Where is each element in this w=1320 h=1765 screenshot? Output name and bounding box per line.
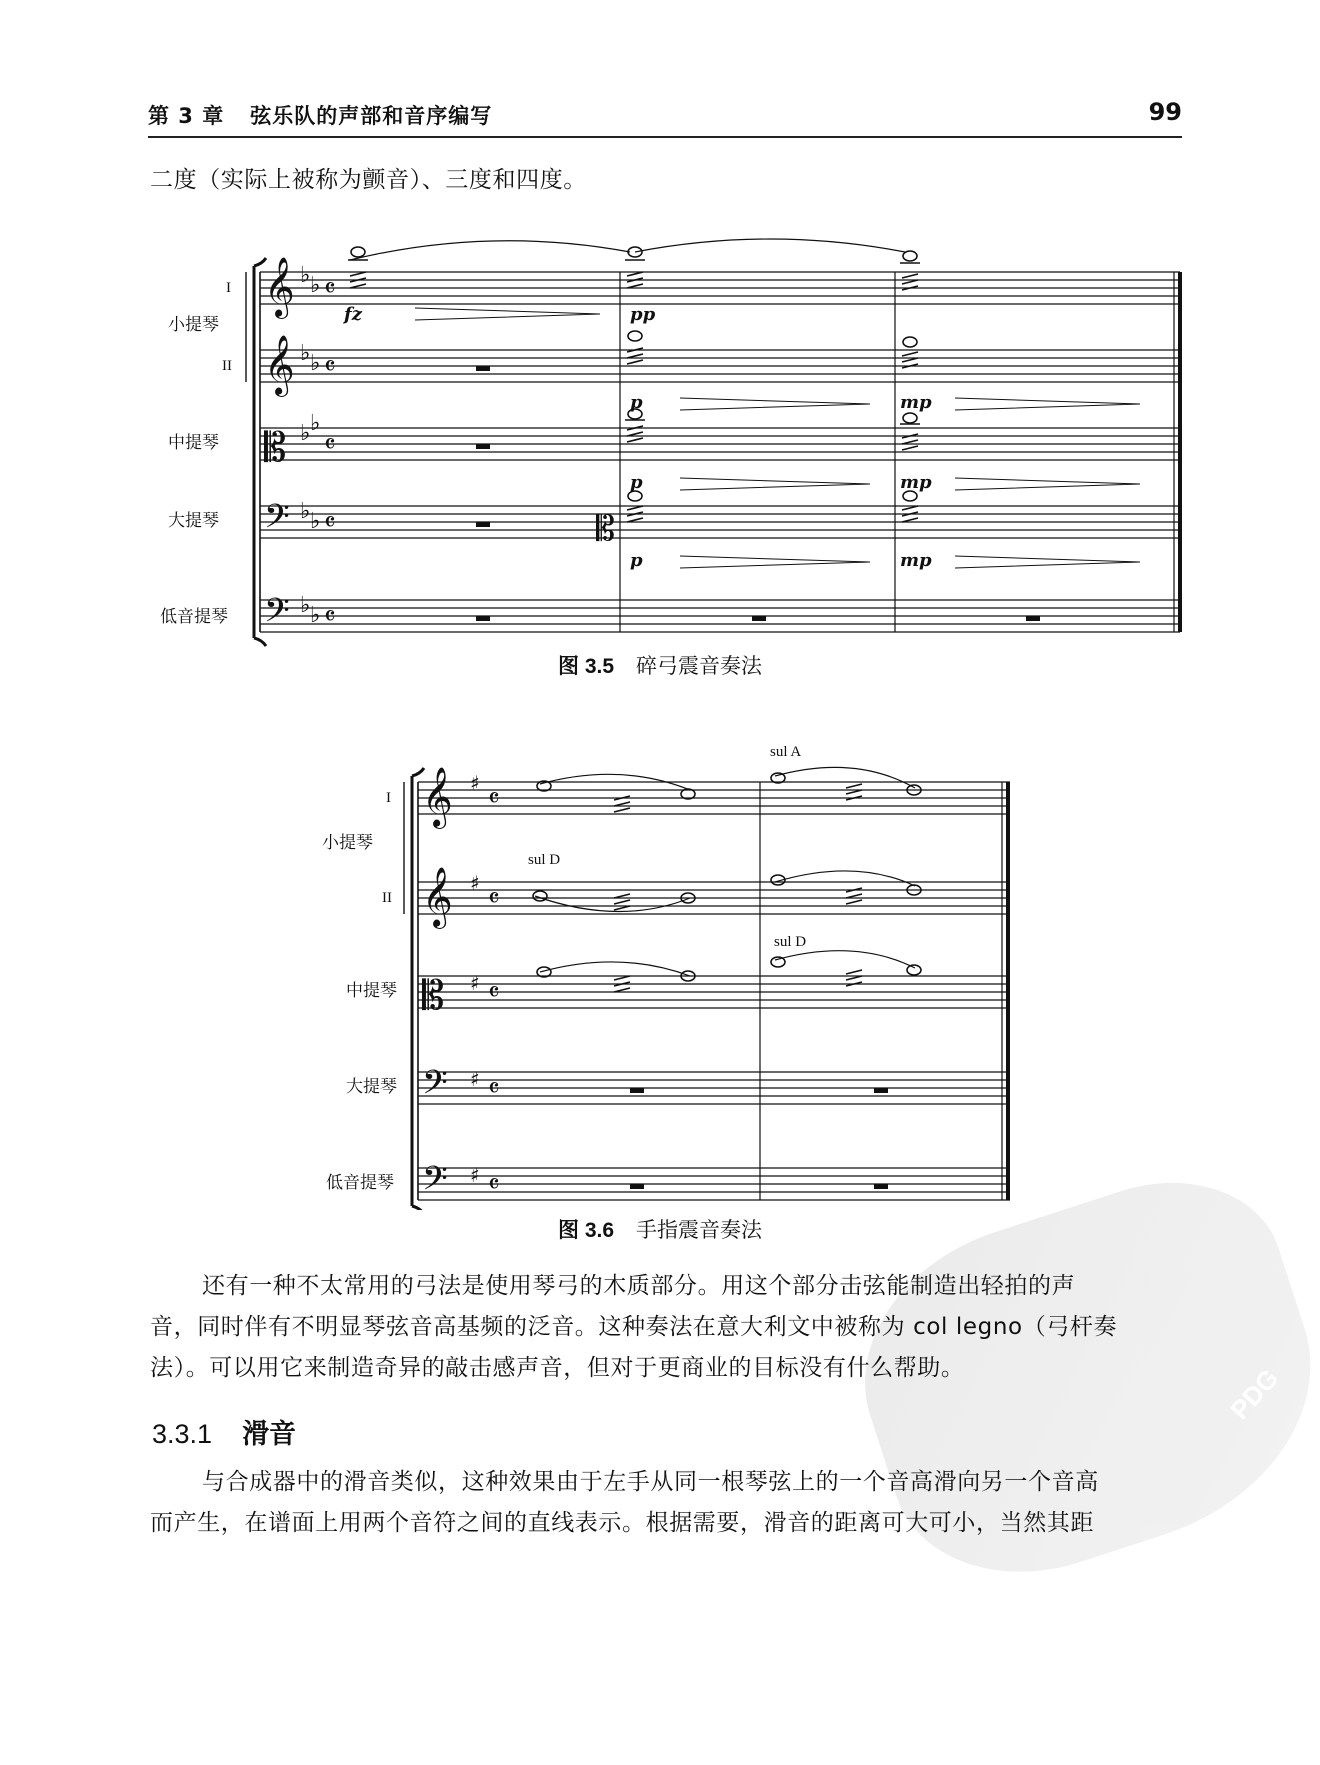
caption-text: 手指震音奏法 xyxy=(636,1218,763,1242)
alto-clef-icon: 𝄡 xyxy=(422,973,445,1019)
dynamic-mark: p xyxy=(630,392,643,413)
svg-text:♭: ♭ xyxy=(300,499,311,524)
staff-violin-2 xyxy=(260,350,1180,382)
whole-rest xyxy=(1026,616,1040,621)
time-signatures xyxy=(324,274,336,632)
figure-3-5-score xyxy=(0,230,1320,650)
bass-label: 低音提琴 xyxy=(326,1173,394,1193)
svg-text:♯: ♯ xyxy=(470,971,480,995)
svg-text:𝄴: 𝄴 xyxy=(488,884,500,914)
dynamic-mark: p xyxy=(630,472,643,493)
sul-marking: sul D xyxy=(774,934,807,950)
cello-label: 大提琴 xyxy=(168,511,219,531)
treble-clef-icon: 𝄞 xyxy=(422,767,453,827)
rests xyxy=(630,1088,888,1189)
violin-group-label: 小提琴 xyxy=(168,315,219,335)
svg-text:♭: ♭ xyxy=(310,351,321,376)
paragraph-line: 还有一种不太常用的弓法是使用琴弓的木质部分。用这个部分击弦能制造出轻拍的声 xyxy=(202,1273,1076,1299)
slur xyxy=(775,871,915,886)
key-signatures xyxy=(300,263,320,628)
paragraph-line: 与合成器中的滑音类似，这种效果由于左手从同一根琴弦上的一个音高滑向另一个音高 xyxy=(202,1469,1099,1495)
svg-text:♭: ♭ xyxy=(300,593,311,618)
watermark-text: PDG xyxy=(1223,1363,1284,1426)
dynamic-mark: mp xyxy=(900,392,932,413)
staff-violin-2 xyxy=(418,882,1010,914)
tenor-clef-icon: 𝄡 xyxy=(596,509,615,549)
svg-text:𝄴: 𝄴 xyxy=(488,1170,500,1200)
dynamic-mark: mp xyxy=(900,550,932,571)
body-paragraph-2 xyxy=(150,1462,1184,1544)
chapter-number: 第 3 章 xyxy=(148,104,225,128)
viola-label: 中提琴 xyxy=(168,433,219,453)
staff-viola xyxy=(418,976,1010,1008)
svg-text:♯: ♯ xyxy=(470,771,480,795)
bass-clef-icon: 𝄢 xyxy=(422,1064,448,1110)
svg-text:♭: ♭ xyxy=(300,421,311,446)
slur xyxy=(540,962,690,976)
caption-number: 图 3.6 xyxy=(557,1219,615,1242)
whole-rest xyxy=(874,1088,888,1093)
whole-rest xyxy=(476,522,490,527)
staff-viola xyxy=(260,428,1180,460)
page-number: 99 xyxy=(1148,98,1182,126)
page-header xyxy=(148,92,1182,138)
violin-1-label: I xyxy=(226,280,231,296)
bass-label: 低音提琴 xyxy=(160,607,228,627)
whole-rest xyxy=(476,616,490,621)
body-paragraph-1 xyxy=(150,1266,1184,1389)
svg-text:♭: ♭ xyxy=(310,273,321,298)
slur xyxy=(350,241,630,260)
whole-rest xyxy=(630,1184,644,1189)
staff-bass xyxy=(260,600,1180,632)
staff-cello xyxy=(418,1072,1010,1104)
viola-label: 中提琴 xyxy=(346,981,397,1001)
key-signatures xyxy=(470,771,480,1187)
svg-text:𝄴: 𝄴 xyxy=(488,784,500,814)
alto-clef-icon: 𝄡 xyxy=(264,425,287,471)
dynamic-mark: fz xyxy=(344,304,362,325)
violin-2-label: II xyxy=(382,890,392,906)
svg-text:♭: ♭ xyxy=(300,263,311,288)
bass-clef-icon: 𝄢 xyxy=(264,498,290,544)
staff-bass xyxy=(418,1168,1010,1200)
section-title: 滑音 xyxy=(242,1419,297,1450)
clefs xyxy=(422,767,453,1206)
staff-violin-1 xyxy=(260,272,1180,304)
whole-rest xyxy=(874,1184,888,1189)
staff-violin-1 xyxy=(418,782,1010,814)
svg-text:𝄴: 𝄴 xyxy=(488,978,500,1008)
caption-number: 图 3.5 xyxy=(557,655,615,678)
svg-text:𝄴: 𝄴 xyxy=(324,352,336,382)
clefs xyxy=(264,257,615,638)
svg-text:𝄴: 𝄴 xyxy=(324,430,336,460)
dynamic-mark: pp xyxy=(630,304,656,325)
bass-clef-icon: 𝄢 xyxy=(264,592,290,638)
staff-cello xyxy=(260,506,1180,538)
treble-clef-icon: 𝄞 xyxy=(422,867,453,927)
svg-text:𝄴: 𝄴 xyxy=(324,274,336,304)
sul-marking: sul D xyxy=(528,852,561,868)
svg-text:♯: ♯ xyxy=(470,1163,480,1187)
figure-3-6-score xyxy=(0,740,1320,1210)
slur xyxy=(775,767,915,788)
slur xyxy=(775,951,915,968)
whole-rest xyxy=(752,616,766,621)
rests xyxy=(476,366,1040,621)
svg-text:♭: ♭ xyxy=(310,603,321,628)
intro-paragraph xyxy=(150,160,1184,201)
slur xyxy=(635,239,905,252)
chapter-heading xyxy=(148,100,492,130)
section-heading xyxy=(152,1412,296,1451)
treble-clef-icon: 𝄞 xyxy=(264,257,295,317)
decrescendo-hairpins xyxy=(415,308,1140,568)
intro-line: 二度（实际上被称为颤音）、三度和四度。 xyxy=(150,167,587,193)
bass-clef-icon: 𝄢 xyxy=(422,1160,448,1206)
whole-rest xyxy=(476,366,490,371)
sul-marking: sul A xyxy=(770,744,802,760)
paragraph-line: 而产生，在谱面上用两个音符之间的直线表示。根据需要，滑音的距离可大可小，当然其距 xyxy=(150,1510,1094,1536)
cello-label: 大提琴 xyxy=(346,1077,397,1097)
paragraph-line: 法）。可以用它来制造奇异的敲击感声音，但对于更商业的目标没有什么帮助。 xyxy=(150,1355,965,1381)
svg-text:𝄴: 𝄴 xyxy=(324,508,336,538)
caption-text: 碎弓震音奏法 xyxy=(636,654,763,678)
violin-1-label: I xyxy=(386,790,391,806)
chapter-title: 弦乐队的声部和音序编写 xyxy=(250,104,493,128)
svg-text:𝄴: 𝄴 xyxy=(488,1074,500,1104)
svg-text:♯: ♯ xyxy=(470,1067,480,1091)
svg-text:♭: ♭ xyxy=(310,509,321,534)
treble-clef-icon: 𝄞 xyxy=(264,335,295,395)
figure-3-5-caption xyxy=(0,650,1320,680)
violin-group-label: 小提琴 xyxy=(322,833,373,853)
dynamic-mark: p xyxy=(630,550,643,571)
paragraph-line: 音，同时伴有不明显琴弦音高基频的泛音。这种奏法在意大利文中被称为 col legno（弓杆奏 xyxy=(150,1314,1118,1340)
svg-text:♭: ♭ xyxy=(310,411,321,436)
whole-rest xyxy=(476,444,490,449)
section-number: 3.3.1 xyxy=(152,1419,213,1449)
svg-text:♭: ♭ xyxy=(300,341,311,366)
time-signatures xyxy=(488,784,500,1200)
violin-2-label: II xyxy=(222,358,232,374)
whole-rest xyxy=(630,1088,644,1093)
svg-text:♯: ♯ xyxy=(470,871,480,895)
svg-text:𝄴: 𝄴 xyxy=(324,602,336,632)
dynamic-mark: mp xyxy=(900,472,932,493)
